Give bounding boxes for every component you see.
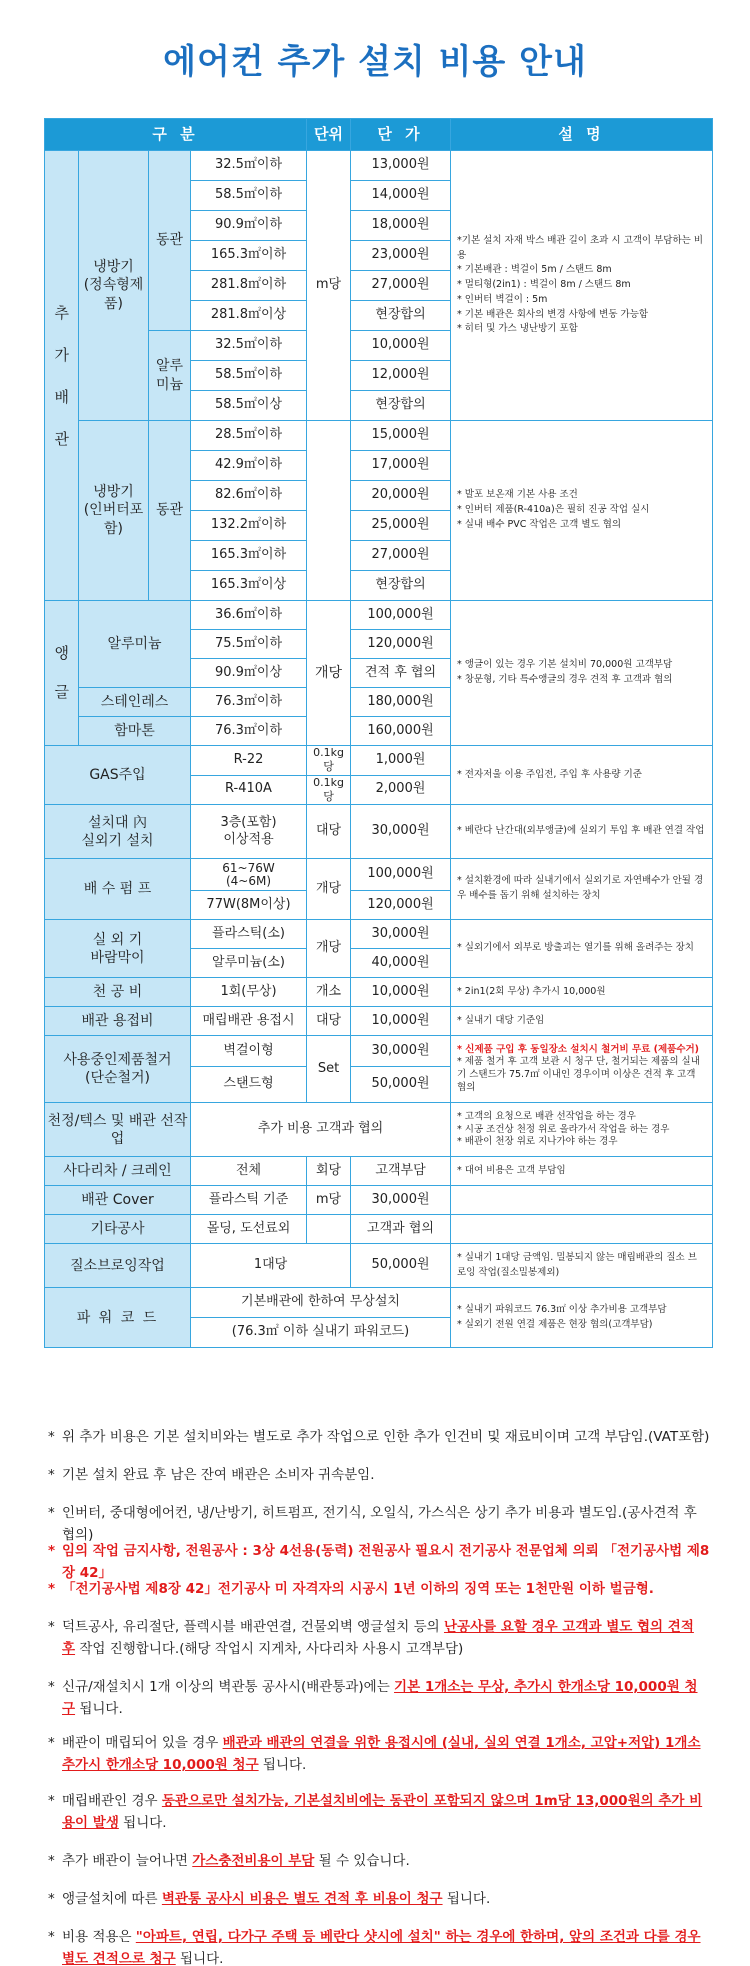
size-cell: 77W(8M이상): [191, 891, 307, 920]
ladder-label: 사다리차 / 크레인: [45, 1157, 191, 1186]
size-cell: 58.5㎡이하: [191, 181, 307, 211]
note-item: * 비용 적용은 "아파트, 연립, 다가구 주택 등 베란다 샷시에 설치" 하는 경우에 한하며, 앞의 조건과 다를 경우 별도 견적으로 청구 됩니다.: [48, 1929, 701, 1966]
size-cell: 132.2㎡이하: [191, 511, 307, 541]
price-cell: 23,000원: [351, 241, 451, 271]
table-row: [45, 421, 713, 451]
gas-label: GAS주입: [45, 746, 191, 805]
remove-label: 사용중인제품철거 (단순철거): [45, 1036, 191, 1103]
page-title: 에어컨 추가 설치 비용 안내: [163, 42, 587, 82]
weld-note: * 실내기 대당 기준임: [451, 1007, 713, 1036]
size-cell: 플라스틱 기준: [191, 1186, 307, 1215]
blind-note: * 실외기에서 외부로 방출괴는 열기를 위해 올려주는 장치: [451, 920, 713, 978]
size-cell: 벽걸이형: [191, 1036, 307, 1067]
price-cell: 50,000원: [351, 1244, 451, 1288]
note-item: * 덕트공사, 유리절단, 플렉시블 배관연결, 건물외벽 앵글설치 등의 난공사를 요할 경우 고객과 별도 협의 견적 후 작업 진행합니다.(해당 작업시 지게차, 사다리차 사용시 고객부담): [48, 1619, 694, 1657]
table-row: [45, 1007, 713, 1036]
angle-group-label: 앵글: [45, 601, 79, 746]
size-cell: 165.3㎡이하: [191, 241, 307, 271]
price-cell: 13,000원: [351, 151, 451, 181]
unit-cell: 개당: [307, 920, 351, 978]
weld-label: 배관 용접비: [45, 1007, 191, 1036]
price-cell: 고객부담: [351, 1157, 451, 1186]
pipe-std-alu-label: 알루 미늄: [149, 331, 191, 421]
size-cell: 61~76W (4~6M): [191, 859, 307, 891]
size-cell: 90.9㎡이상: [191, 659, 307, 688]
size-cell: 1대당: [191, 1244, 351, 1288]
unit-cell: 대당: [307, 1007, 351, 1036]
size-cell: 281.8㎡이상: [191, 301, 307, 331]
ceiling-value: 추가 비용 고객과 협의: [191, 1103, 451, 1157]
price-cell: 100,000원: [351, 601, 451, 630]
angle-hamaton-label: 함마톤: [79, 717, 191, 746]
price-cell: 현장합의: [351, 391, 451, 421]
price-cell: 견적 후 협의: [351, 659, 451, 688]
ceiling-label: 천정/텍스 및 배관 선작업: [45, 1103, 191, 1157]
power-value-2: (76.3㎡ 이하 실내기 파워코드): [191, 1318, 451, 1348]
punch-label: 천 공 비: [45, 978, 191, 1007]
pipe-inv-unit: [307, 421, 351, 601]
note-item: * 기본 설치 완료 후 남은 잔여 배관은 소비자 귀속분임.: [48, 1467, 375, 1483]
price-cell: 25,000원: [351, 511, 451, 541]
size-cell: 281.8㎡이하: [191, 271, 307, 301]
size-cell: 90.9㎡이하: [191, 211, 307, 241]
pipe-std-label: 냉방기 (정속형제품): [79, 151, 149, 421]
size-cell: 165.3㎡이상: [191, 571, 307, 601]
note-item: * 배관이 매립되어 있을 경우 배관과 배관의 연결을 위한 용접시에 (실내, 실외 연결 1개소, 고압+저압) 1개소 추가시 한개소당 10,000원 청구 됩니다.: [48, 1735, 701, 1773]
size-cell: 플라스틱(소): [191, 920, 307, 949]
price-cell: 30,000원: [351, 1186, 451, 1215]
size-cell: 76.3㎡이하: [191, 688, 307, 717]
note-item: * 매립배관인 경우 동관으로만 설치가능, 기본설치비에는 동관이 포함되지 않으며 1m당 13,000원의 추가 비용이 발생 됩니다.: [48, 1793, 703, 1831]
gas-note: * 전자저울 이용 주입전, 주입 후 사용량 기준: [451, 746, 713, 805]
angle-alu-label: 알루미늄: [79, 601, 191, 688]
angle-notes: * 앵글이 있는 경우 기본 설치비 70,000원 고객부담 * 창문형, 기타 특수앵글의 경우 견적 후 고객과 협의: [451, 601, 713, 746]
angle-stainless-label: 스테인레스: [79, 688, 191, 717]
size-cell: 76.3㎡이하: [191, 717, 307, 746]
table-row: [45, 1186, 713, 1215]
price-cell: 30,000원: [351, 805, 451, 859]
size-cell: 75.5㎡이하: [191, 630, 307, 659]
size-cell: 58.5㎡이하: [191, 361, 307, 391]
size-cell: R-410A: [191, 775, 307, 805]
price-cell: 30,000원: [351, 920, 451, 949]
note-item: * 인버터, 중대형에어컨, 냉/난방기, 히트펌프, 전기식, 오일식, 가스식은 상기 추가 비용과 별도임.(공사견적 후 협의): [48, 1505, 697, 1543]
size-cell: 매립배관 용접시: [191, 1007, 307, 1036]
pipe-std-notes: *기본 설치 자재 박스 배관 길이 초과 시 고객이 부담하는 비용 * 기본배관 : 벽걸이 5m / 스탠드 8m * 멀티형(2in1) : 벽걸이 8m / 스탠드 8m * 인버터 벽걸이 : 5m * 기본 배관은 회사의 변경 사항에 변동 가능함 * 히터 및 가스 냉난방기 포함: [451, 151, 713, 421]
price-cell: 27,000원: [351, 271, 451, 301]
cover-label: 배관 Cover: [45, 1186, 191, 1215]
table-row: [45, 746, 713, 776]
table-row: [45, 1288, 713, 1318]
table-row: [45, 1244, 713, 1288]
indoor-label: 설치대 內 실외기 설치: [45, 805, 191, 859]
price-cell: 27,000원: [351, 541, 451, 571]
note-item: * 위 추가 비용은 기본 설치비와는 별도로 추가 작업으로 인한 추가 인건비 및 재료비이며 고객 부담임.(VAT포함): [48, 1429, 710, 1445]
etc-label: 기타공사: [45, 1215, 191, 1244]
power-label: 파 워 코 드: [45, 1288, 191, 1348]
note-item: * 임의 작업 금지사항, 전원공사 : 3상 4선용(동력) 전원공사 필요시 전기공사 전문업체 의뢰 「전기공사법 제8장 42」: [48, 1543, 710, 1581]
price-cell: 12,000원: [351, 361, 451, 391]
remove-notes: * 신제품 구입 후 동일장소 설치시 철거비 무료 (제품수거) * 제품 철거 후 고객 보관 시 청구 단, 철거되는 제품의 실내기 스탠드가 75.7㎡ 이내인 경우이며 이상은 견적 후 고객 협의: [451, 1036, 713, 1103]
header-description: 설 명: [451, 119, 713, 151]
table-row: [45, 1103, 713, 1157]
unit-cell: m당: [307, 1186, 351, 1215]
header-price: 단 가: [351, 119, 451, 151]
price-cell: 40,000원: [351, 949, 451, 978]
power-notes: * 실내기 파워코드 76.3㎡ 이상 추가비용 고객부담 * 실외기 전원 연결 제품은 현장 협의(고객부담): [451, 1288, 713, 1348]
unit-cell: 대당: [307, 805, 351, 859]
ladder-note: * 대여 비용은 고객 부담임: [451, 1157, 713, 1186]
pump-note: * 설치환경에 따라 실내기에서 실외기로 자연배수가 안될 경우 배수를 돕기 위해 설치하는 장치: [451, 859, 713, 920]
nitrogen-note: * 실내기 1대당 금액임. 밀봉되지 않는 매립배관의 질소 브로잉 작업(질소밀봉제외): [451, 1244, 713, 1288]
unit-cell: 개당: [307, 859, 351, 920]
angle-unit: 개당: [307, 601, 351, 746]
price-cell: 현장합의: [351, 571, 451, 601]
empty-cell: [451, 1215, 713, 1244]
note-item: * 추가 배관이 늘어나면 가스충전비용이 부담 될 수 있습니다.: [48, 1853, 410, 1869]
price-cell: 10,000원: [351, 331, 451, 361]
indoor-note: * 베란다 난간대(외부앵글)에 실외기 투입 후 배관 연결 작업: [451, 805, 713, 859]
nitrogen-label: 질소브로잉작업: [45, 1244, 191, 1288]
pipe-group-label: 추가배관: [45, 151, 79, 601]
table-row: [45, 1157, 713, 1186]
note-item: * 「전기공사법 제8장 42」전기공사 미 자격자의 시공시 1년 이하의 징역 또는 1천만원 이하 벌금형.: [48, 1581, 654, 1597]
size-cell: 3층(포함) 이상적용: [191, 805, 307, 859]
header-unit: 단위: [307, 119, 351, 151]
size-cell: 1회(무상): [191, 978, 307, 1007]
size-cell: 32.5㎡이하: [191, 331, 307, 361]
ceiling-notes: * 고객의 요청으로 배관 선작업을 하는 경우 * 시공 조건상 천정 위로 올라가서 작업을 하는 경우 * 배관이 천장 위로 지나가야 하는 경우: [451, 1103, 713, 1157]
price-cell: 180,000원: [351, 688, 451, 717]
empty-cell: [451, 1186, 713, 1215]
table-header: [45, 119, 713, 151]
price-cell: 120,000원: [351, 630, 451, 659]
price-cell: 고객과 협의: [351, 1215, 451, 1244]
price-cell: 10,000원: [351, 978, 451, 1007]
header-category: 구 분: [45, 119, 307, 151]
note-item: * 앵글설치에 따른 벽관통 공사시 비용은 별도 견적 후 비용이 청구 됩니다.: [48, 1891, 491, 1907]
price-cell: 15,000원: [351, 421, 451, 451]
pipe-std-unit: m당: [307, 151, 351, 421]
punch-note: * 2in1(2회 무상) 추가시 10,000원: [451, 978, 713, 1007]
pump-label: 배 수 펌 프: [45, 859, 191, 920]
size-cell: 58.5㎡이상: [191, 391, 307, 421]
size-cell: 28.5㎡이하: [191, 421, 307, 451]
table-row: [45, 920, 713, 949]
pipe-inv-copper-label: 동관: [149, 421, 191, 601]
unit-cell: 회당: [307, 1157, 351, 1186]
size-cell: 스탠드형: [191, 1067, 307, 1103]
size-cell: 몰딩, 도선료외: [191, 1215, 307, 1244]
pipe-inv-label: 냉방기 (인버터포함): [79, 421, 149, 601]
price-cell: 100,000원: [351, 859, 451, 891]
size-cell: 42.9㎡이하: [191, 451, 307, 481]
size-cell: R-22: [191, 746, 307, 776]
unit-cell: 0.1kg당: [307, 746, 351, 776]
price-cell: 20,000원: [351, 481, 451, 511]
price-cell: 1,000원: [351, 746, 451, 776]
price-cell: 현장합의: [351, 301, 451, 331]
price-cell: 160,000원: [351, 717, 451, 746]
power-value-1: 기본배관에 한하여 무상설치: [191, 1288, 451, 1318]
unit-cell: 0.1kg당: [307, 775, 351, 805]
size-cell: 82.6㎡이하: [191, 481, 307, 511]
table-row: [45, 1215, 713, 1244]
price-cell: 120,000원: [351, 891, 451, 920]
size-cell: 165.3㎡이하: [191, 541, 307, 571]
price-cell: 30,000원: [351, 1036, 451, 1067]
size-cell: 36.6㎡이하: [191, 601, 307, 630]
cost-table: [44, 118, 713, 1348]
table-row: [45, 978, 713, 1007]
table-row: [45, 151, 713, 181]
unit-cell: [307, 1215, 351, 1244]
pipe-inv-notes: * 발포 보온재 기본 사용 조건 * 인버터 제품(R-410a)은 필히 진공 작업 실시 * 실내 배수 PVC 작업은 고객 별도 협의: [451, 421, 713, 601]
price-cell: 18,000원: [351, 211, 451, 241]
price-cell: 14,000원: [351, 181, 451, 211]
table-row: [45, 1036, 713, 1067]
pipe-std-copper-label: 동관: [149, 151, 191, 331]
table-row: [45, 601, 713, 630]
unit-cell: Set: [307, 1036, 351, 1103]
price-cell: 17,000원: [351, 451, 451, 481]
blind-label: 실 외 기 바람막이: [45, 920, 191, 978]
size-cell: 알루미늄(소): [191, 949, 307, 978]
size-cell: 전체: [191, 1157, 307, 1186]
size-cell: 32.5㎡이하: [191, 151, 307, 181]
table-row: [45, 859, 713, 891]
table-row: [45, 805, 713, 859]
unit-cell: 개소: [307, 978, 351, 1007]
note-item: * 신규/재설치시 1개 이상의 벽관통 공사시(배관통과)에는 기본 1개소는 무상, 추가시 한개소당 10,000원 청구 됩니다.: [48, 1679, 698, 1717]
price-cell: 2,000원: [351, 775, 451, 805]
price-cell: 50,000원: [351, 1067, 451, 1103]
price-cell: 10,000원: [351, 1007, 451, 1036]
